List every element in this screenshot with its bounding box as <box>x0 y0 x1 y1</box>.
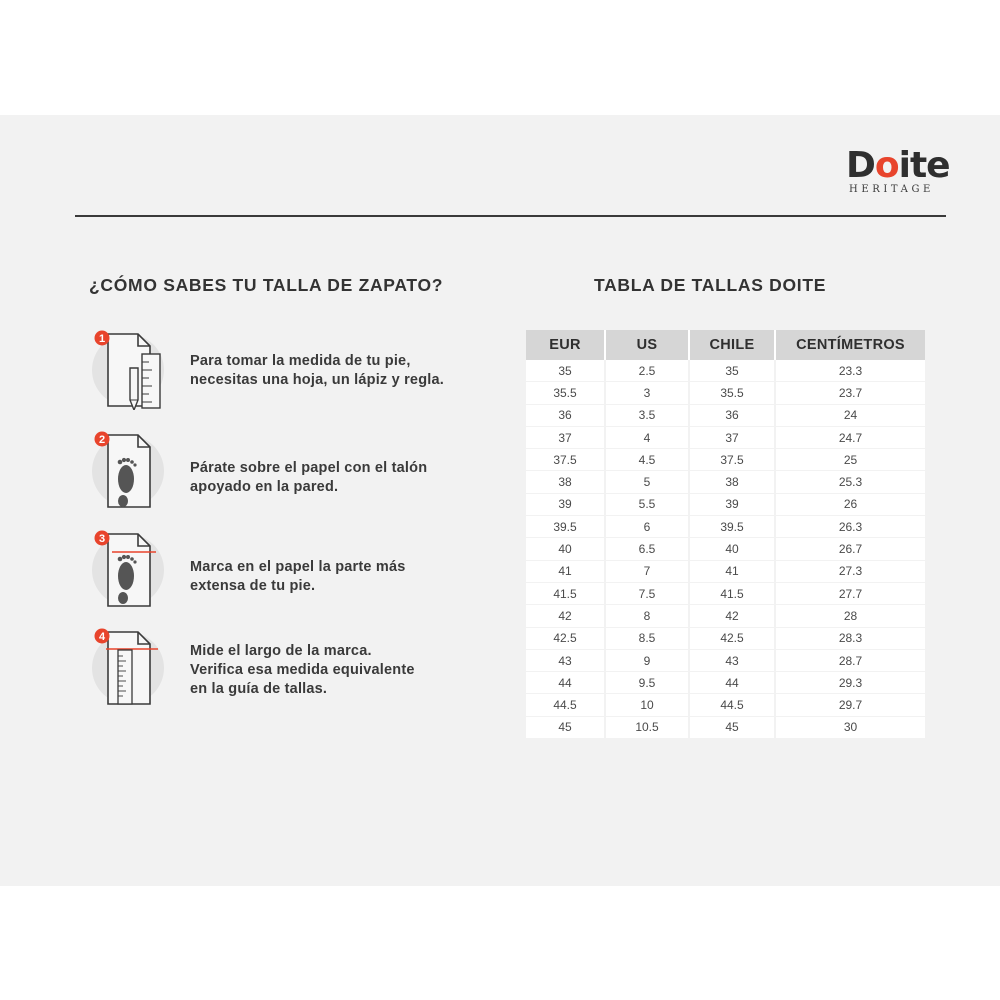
paper-ruler-measure-icon <box>92 628 172 708</box>
column-header-us: US <box>606 330 690 360</box>
cell-cm: 24.7 <box>776 427 925 449</box>
cell-us: 2.5 <box>606 360 690 382</box>
table-row <box>526 494 925 516</box>
paper-footprint-icon <box>92 431 172 511</box>
paper-footprint-mark-icon <box>92 530 172 610</box>
cell-us: 10 <box>606 694 690 716</box>
table-row <box>526 471 925 493</box>
cell-eur: 44 <box>526 672 606 694</box>
cell-eur: 44.5 <box>526 694 606 716</box>
cell-eur: 35.5 <box>526 382 606 404</box>
cell-cm: 29.3 <box>776 672 925 694</box>
size-table-body <box>526 360 925 739</box>
table-row <box>526 672 925 694</box>
cell-chile: 43 <box>690 650 776 672</box>
cell-cm: 28 <box>776 605 925 627</box>
cell-cm: 27.3 <box>776 561 925 583</box>
table-row <box>526 628 925 650</box>
cell-eur: 41 <box>526 561 606 583</box>
table-row <box>526 694 925 716</box>
step-4-number: 4 <box>98 631 106 643</box>
cell-us: 8 <box>606 605 690 627</box>
cell-cm: 26.3 <box>776 516 925 538</box>
cell-eur: 38 <box>526 471 606 493</box>
step-4-line-3: en la guía de tallas. <box>190 681 328 697</box>
cell-chile: 44 <box>690 672 776 694</box>
cell-chile: 41 <box>690 561 776 583</box>
column-header-eur: EUR <box>526 330 606 360</box>
step-3-number: 3 <box>98 533 106 545</box>
table-row <box>526 427 925 449</box>
step-4-line-2: Verifica esa medida equivalente <box>190 662 415 678</box>
table-row <box>526 561 925 583</box>
how-to-heading: ¿CÓMO SABES TU TALLA DE ZAPATO? <box>89 275 444 295</box>
cell-chile: 44.5 <box>690 694 776 716</box>
cell-us: 3 <box>606 382 690 404</box>
cell-eur: 36 <box>526 405 606 427</box>
step-3 <box>92 530 492 610</box>
cell-chile: 42.5 <box>690 628 776 650</box>
step-2-text <box>190 459 427 497</box>
step-2 <box>92 431 492 511</box>
cell-chile: 41.5 <box>690 583 776 605</box>
step-3-line-1: Marca en el papel la parte más <box>190 559 406 575</box>
table-row <box>526 382 925 404</box>
cell-chile: 45 <box>690 717 776 739</box>
table-row <box>526 605 925 627</box>
cell-us: 6 <box>606 516 690 538</box>
logo-subtitle: HERITAGE <box>849 184 934 195</box>
cell-chile: 37 <box>690 427 776 449</box>
table-row <box>526 516 925 538</box>
cell-cm: 23.7 <box>776 382 925 404</box>
cell-chile: 38 <box>690 471 776 493</box>
cell-cm: 28.7 <box>776 650 925 672</box>
cell-us: 5.5 <box>606 494 690 516</box>
cell-us: 5 <box>606 471 690 493</box>
step-3-line-2: extensa de tu pie. <box>190 578 316 594</box>
cell-eur: 37.5 <box>526 449 606 471</box>
step-1-number: 1 <box>98 333 106 345</box>
cell-eur: 41.5 <box>526 583 606 605</box>
cell-eur: 43 <box>526 650 606 672</box>
column-header-cm: CENTÍMETROS <box>776 330 925 360</box>
cell-cm: 23.3 <box>776 360 925 382</box>
header-divider <box>75 215 946 217</box>
cell-eur: 42.5 <box>526 628 606 650</box>
cell-eur: 39.5 <box>526 516 606 538</box>
table-row <box>526 405 925 427</box>
cell-us: 4 <box>606 427 690 449</box>
cell-us: 7.5 <box>606 583 690 605</box>
size-table <box>526 330 925 739</box>
cell-us: 9.5 <box>606 672 690 694</box>
cell-cm: 25.3 <box>776 471 925 493</box>
step-3-text <box>190 558 406 596</box>
cell-cm: 30 <box>776 717 925 739</box>
cell-us: 7 <box>606 561 690 583</box>
cell-eur: 45 <box>526 717 606 739</box>
step-1 <box>92 330 492 410</box>
step-1-line-2: necesitas una hoja, un lápiz y regla. <box>190 372 444 388</box>
size-table-heading: TABLA DE TALLAS DOITE <box>594 275 827 295</box>
table-row <box>526 360 925 382</box>
cell-eur: 35 <box>526 360 606 382</box>
step-2-number: 2 <box>98 434 106 446</box>
column-header-chile: CHILE <box>690 330 776 360</box>
cell-cm: 28.3 <box>776 628 925 650</box>
cell-cm: 24 <box>776 405 925 427</box>
cell-chile: 39 <box>690 494 776 516</box>
table-row <box>526 583 925 605</box>
cell-cm: 29.7 <box>776 694 925 716</box>
cell-chile: 37.5 <box>690 449 776 471</box>
cell-cm: 26.7 <box>776 538 925 560</box>
step-4-line-1: Mide el largo de la marca. <box>190 643 372 659</box>
cell-cm: 25 <box>776 449 925 471</box>
cell-eur: 37 <box>526 427 606 449</box>
cell-cm: 26 <box>776 494 925 516</box>
cell-chile: 39.5 <box>690 516 776 538</box>
step-4 <box>92 628 492 708</box>
step-2-line-1: Párate sobre el papel con el talón <box>190 460 428 476</box>
table-row <box>526 717 925 739</box>
cell-us: 3.5 <box>606 405 690 427</box>
cell-us: 9 <box>606 650 690 672</box>
cell-us: 10.5 <box>606 717 690 739</box>
table-row <box>526 650 925 672</box>
cell-chile: 42 <box>690 605 776 627</box>
table-row <box>526 449 925 471</box>
cell-us: 4.5 <box>606 449 690 471</box>
cell-cm: 27.7 <box>776 583 925 605</box>
cell-eur: 39 <box>526 494 606 516</box>
doite-heritage-logo <box>846 145 950 197</box>
cell-eur: 40 <box>526 538 606 560</box>
step-4-text <box>190 642 415 699</box>
paper-pencil-ruler-icon <box>92 330 172 410</box>
table-header-row <box>526 330 925 360</box>
cell-chile: 35 <box>690 360 776 382</box>
step-1-text <box>190 352 444 390</box>
step-2-line-2: apoyado en la pared. <box>190 479 339 495</box>
cell-eur: 42 <box>526 605 606 627</box>
cell-us: 8.5 <box>606 628 690 650</box>
cell-chile: 40 <box>690 538 776 560</box>
cell-chile: 35.5 <box>690 382 776 404</box>
cell-us: 6.5 <box>606 538 690 560</box>
cell-chile: 36 <box>690 405 776 427</box>
table-row <box>526 538 925 560</box>
step-1-line-1: Para tomar la medida de tu pie, <box>190 353 411 369</box>
logo-wordmark: Doite <box>846 145 950 186</box>
